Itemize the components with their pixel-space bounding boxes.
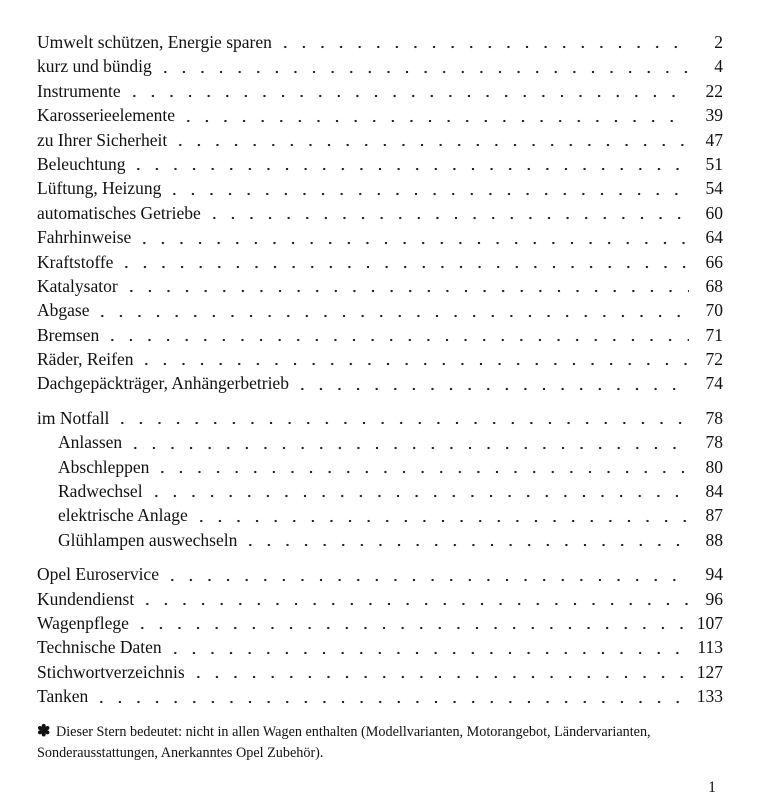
toc-entry-page: 94 [705, 564, 723, 585]
toc-entry-title: im Notfall [37, 407, 110, 428]
toc-entry-title: Instrumente [37, 80, 121, 101]
toc-entry-page: 74 [705, 373, 723, 394]
dot-leader [189, 663, 689, 679]
toc-entry-title: Fahrhinweise [37, 227, 132, 248]
toc-entry-title: Lüftung, Heizung [37, 178, 162, 199]
toc-entry-page: 2 [714, 32, 723, 52]
toc-entry-page: 39 [705, 105, 723, 126]
toc-entry-page: 47 [705, 129, 723, 150]
toc-entry-title: Kundendienst [37, 588, 135, 609]
toc-entry-page: 71 [705, 324, 723, 345]
toc-entry-title: Stichwortverzeichnis [37, 661, 185, 682]
toc-entry-title: Abschleppen [58, 456, 150, 477]
toc-entry [37, 684, 723, 708]
dot-leader [92, 688, 688, 704]
toc-entry [37, 611, 723, 635]
dot-leader [122, 277, 689, 293]
toc-entry [37, 274, 723, 298]
toc-entry-title: Beleuchtung [37, 153, 126, 174]
toc-entry-title: Karosserieelemente [37, 105, 175, 126]
toc-group [37, 30, 723, 396]
toc-entry-page: 72 [705, 349, 723, 370]
toc-entry [37, 54, 723, 78]
table-of-contents [37, 30, 723, 709]
toc-entry-page: 133 [696, 686, 723, 707]
toc-entry [37, 660, 723, 684]
dot-leader [241, 531, 689, 547]
toc-entry [37, 103, 723, 127]
toc-group [37, 406, 723, 552]
toc-group [37, 562, 723, 708]
toc-entry-title: Bremsen [37, 324, 100, 345]
toc-entry-title: Dachgepäckträger, Anhängerbetrieb [37, 373, 289, 394]
toc-entry-title: Anlassen [58, 432, 123, 453]
dot-leader [137, 350, 689, 366]
toc-entry [37, 250, 723, 274]
toc-entry-title: Räder, Reifen [37, 349, 134, 370]
toc-entry-page: 84 [705, 481, 723, 502]
dot-leader [117, 253, 689, 269]
toc-entry-page: 87 [705, 505, 723, 526]
toc-subentry [37, 503, 723, 527]
toc-entry-title: Radwechsel [58, 481, 143, 502]
toc-entry-title: Tanken [37, 686, 89, 707]
toc-entry [37, 587, 723, 611]
toc-entry [37, 635, 723, 659]
toc-entry [37, 128, 723, 152]
toc-subentry [37, 528, 723, 552]
dot-leader [113, 409, 689, 425]
toc-entry [37, 562, 723, 586]
dot-leader [153, 458, 689, 474]
dot-leader [129, 155, 689, 171]
toc-entry-title: automatisches Getriebe [37, 202, 201, 223]
dot-leader [163, 566, 689, 582]
toc-entry-title: Umwelt schützen, Energie sparen [37, 32, 272, 52]
toc-entry-title: Opel Euroservice [37, 564, 159, 585]
toc-entry-page: 4 [714, 56, 723, 77]
toc-entry-title: zu Ihrer Sicherheit [37, 129, 168, 150]
toc-subentry [37, 479, 723, 503]
toc-entry-page: 78 [705, 432, 723, 453]
toc-entry-page: 107 [696, 612, 723, 633]
toc-entry [37, 371, 723, 395]
dot-leader [126, 434, 689, 450]
toc-entry [37, 152, 723, 176]
toc-entry-title: Katalysator [37, 275, 118, 296]
toc-entry-page: 70 [705, 300, 723, 321]
footnote [37, 721, 727, 764]
dot-leader [138, 590, 689, 606]
dot-leader [93, 302, 689, 318]
toc-entry [37, 298, 723, 322]
dot-leader [125, 82, 689, 98]
star-icon: ✽ [37, 723, 51, 740]
toc-entry-page: 60 [705, 202, 723, 223]
toc-entry [37, 225, 723, 249]
toc-entry-page: 51 [705, 153, 723, 174]
toc-entry-page: 64 [705, 227, 723, 248]
dot-leader [156, 58, 689, 74]
toc-entry-title: Abgase [37, 300, 90, 321]
toc-entry-page: 80 [705, 456, 723, 477]
dot-leader [293, 375, 689, 391]
dot-leader [171, 131, 689, 147]
toc-entry-page: 78 [705, 407, 723, 428]
dot-leader [179, 107, 689, 123]
dot-leader [103, 326, 689, 342]
toc-entry [37, 201, 723, 225]
toc-entry-page: 66 [705, 251, 723, 272]
toc-subentry [37, 430, 723, 454]
toc-entry-page: 96 [705, 588, 723, 609]
toc-entry-page: 22 [705, 80, 723, 101]
dot-leader [276, 33, 689, 49]
toc-entry [37, 176, 723, 200]
dot-leader [166, 639, 689, 655]
toc-entry-title: Glühlampen auswechseln [58, 529, 238, 550]
toc-entry [37, 406, 723, 430]
toc-entry-page: 68 [705, 275, 723, 296]
dot-leader [135, 229, 689, 245]
toc-entry [37, 323, 723, 347]
toc-entry [37, 347, 723, 371]
toc-entry [37, 79, 723, 103]
dot-leader [133, 614, 689, 630]
toc-entry-page: 113 [697, 637, 723, 658]
dot-leader [192, 507, 689, 523]
toc-entry-title: Kraftstoffe [37, 251, 114, 272]
toc-subentry [37, 455, 723, 479]
toc-entry-title: Wagenpflege [37, 612, 129, 633]
toc-entry-page: 127 [696, 661, 723, 682]
toc-entry-page: 88 [705, 529, 723, 550]
footnote-text: Dieser Stern bedeutet: nicht in allen Wagen enthalten (Modellvarianten, Motorangebot, Ländervarianten, Sonderausstattungen, Anerkanntes Opel Zubehör). [37, 724, 651, 761]
toc-entry [37, 30, 723, 54]
toc-entry-title: kurz und bündig [37, 56, 152, 77]
toc-entry-title: Technische Daten [37, 637, 162, 658]
toc-entry-title: elektrische Anlage [58, 505, 188, 526]
page-number: 1 [708, 779, 716, 796]
dot-leader [165, 180, 689, 196]
toc-entry-page: 54 [705, 178, 723, 199]
dot-leader [205, 204, 689, 220]
dot-leader [147, 482, 689, 498]
